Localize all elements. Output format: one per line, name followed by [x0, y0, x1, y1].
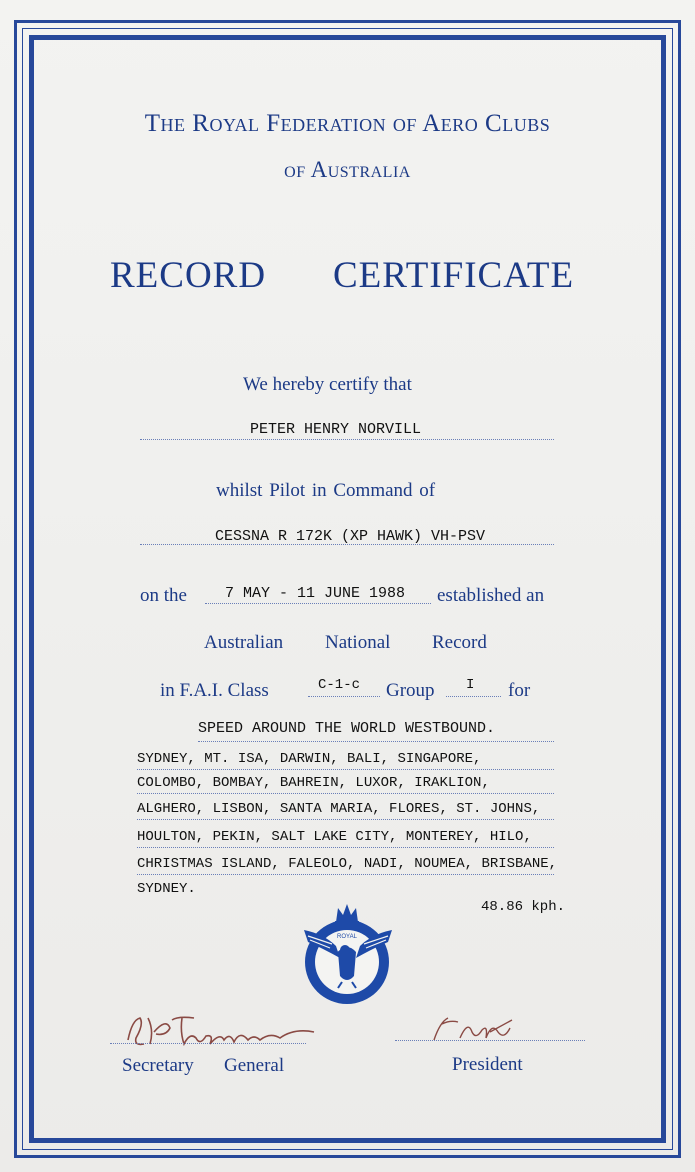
for-label: for	[508, 680, 531, 701]
president-signature-line	[395, 1040, 585, 1041]
secretary-label: Secretary	[122, 1055, 194, 1076]
route-line: COLOMBO, BOMBAY, BAHREIN, LUXOR, IRAKLION,	[137, 775, 490, 791]
route-rule	[137, 847, 554, 848]
title-word-certificate: CERTIFICATE	[333, 255, 575, 296]
group-label: Group	[386, 680, 435, 701]
pilot-name-line	[140, 439, 554, 440]
pilot-name: PETER HENRY NORVILL	[250, 421, 422, 438]
group-line	[446, 696, 501, 697]
general-label: General	[224, 1055, 285, 1076]
route-line: CHRISTMAS ISLAND, FALEOLO, NADI, NOUMEA, BRISBANE,	[137, 856, 558, 872]
route-line: SYDNEY, MT. ISA, DARWIN, BALI, SINGAPORE,	[137, 751, 482, 767]
record-type-record: Record	[432, 632, 487, 653]
header-line-1: The Royal Federation of Aero Clubs	[144, 110, 551, 137]
route-rule	[137, 819, 554, 820]
federation-seal-icon	[296, 902, 400, 1010]
route-line: HOULTON, PEKIN, SALT LAKE CITY, MONTEREY, HILO,	[137, 829, 532, 845]
aircraft-line	[140, 544, 554, 545]
record-title-line	[198, 741, 554, 742]
fai-class-value: C-1-c	[318, 677, 361, 693]
record-type-national: National	[325, 632, 391, 653]
route-rule	[137, 793, 554, 794]
route-rule	[137, 769, 554, 770]
on-the-text: on the	[140, 585, 187, 606]
aircraft-name: CESSNA R 172K (XP HAWK) VH-PSV	[215, 528, 486, 545]
president-label: President	[452, 1054, 523, 1075]
group-value: I	[466, 677, 475, 693]
fai-class-label: in F.A.I. Class	[160, 680, 269, 701]
route-line: SYDNEY.	[137, 881, 196, 897]
header-line-2: of Australia	[284, 157, 411, 182]
whilst-text: whilst Pilot in Command of	[216, 480, 436, 501]
seal-top-text: ROYAL	[337, 934, 357, 940]
record-title: SPEED AROUND THE WORLD WESTBOUND.	[198, 720, 496, 737]
president-signature	[420, 1008, 530, 1053]
record-dates: 7 MAY - 11 JUNE 1988	[225, 585, 406, 602]
speed-value: 48.86 kph.	[481, 899, 566, 915]
secretary-signature-line	[110, 1043, 306, 1044]
certify-text: We hereby certify that	[243, 374, 412, 395]
record-type-australian: Australian	[204, 632, 284, 653]
dates-line	[205, 603, 431, 604]
route-rule	[137, 874, 554, 875]
established-text: established an	[437, 585, 545, 606]
title-word-record: RECORD	[110, 255, 267, 296]
secretary-signature	[110, 1010, 320, 1060]
route-line: ALGHERO, LISBON, SANTA MARIA, FLORES, ST. JOHNS,	[137, 801, 541, 817]
class-line	[308, 696, 380, 697]
